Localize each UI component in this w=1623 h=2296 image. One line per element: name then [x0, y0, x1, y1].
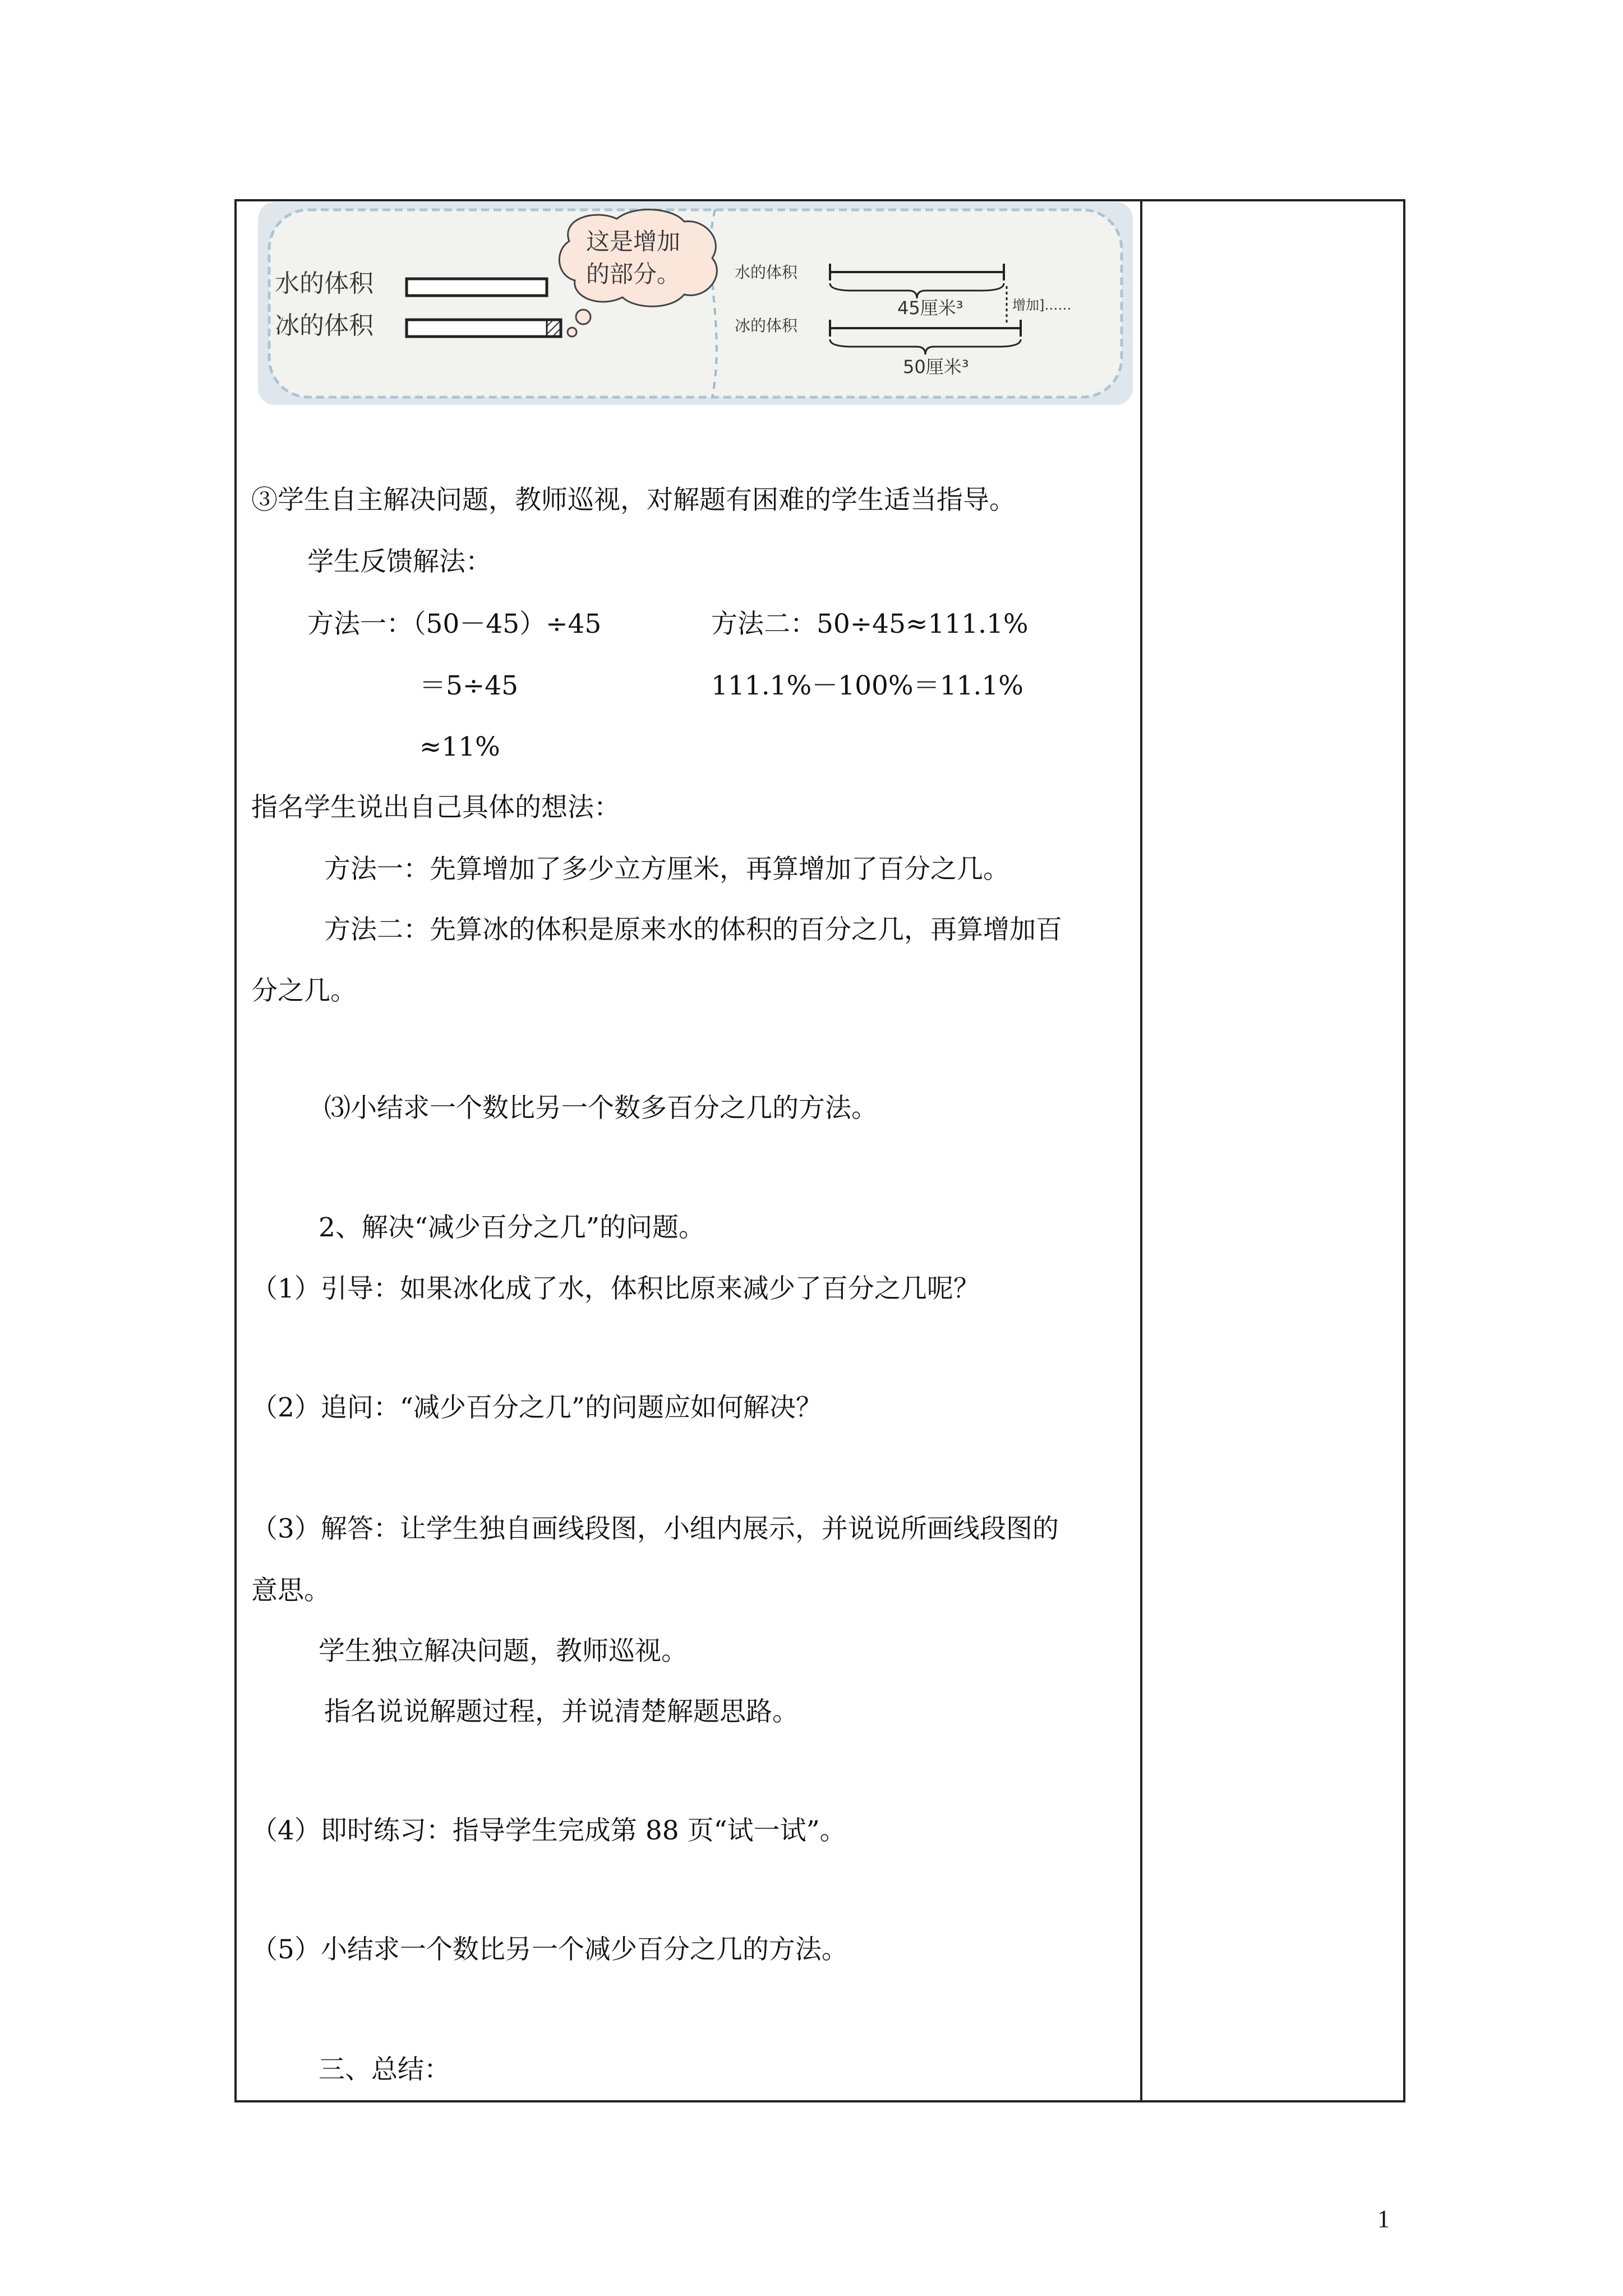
bubble-line-2: 的部分。 — [586, 260, 681, 288]
text-line: 三、总结： — [319, 2054, 450, 2085]
water-measure: 45厘米³ — [897, 297, 963, 319]
fig-right-label-water: 水的体积 — [735, 263, 798, 282]
segment-diagram — [258, 202, 1133, 405]
ice-measure: 50厘米³ — [903, 356, 969, 378]
text-line: （4）即时练习：指导学生完成第 88 页“试一试”。 — [251, 1815, 846, 1846]
text-line: 2、解决“减少百分之几”的问题。 — [319, 1212, 705, 1243]
fig-right-label-ice: 冰的体积 — [735, 316, 798, 335]
text-line: 意思。 — [251, 1575, 330, 1606]
page-number: 1 — [1377, 2205, 1390, 2233]
text-line: ⑶小结求一个数比另一个数多百分之几的方法。 — [324, 1093, 878, 1124]
table-column-divider — [1140, 199, 1142, 2102]
text-line: 方法二：先算冰的体积是原来水的体积的百分之几，再算增加百 — [324, 914, 1062, 945]
text-line: 指名学生说出自己具体的想法： — [251, 792, 620, 823]
ice-bar — [407, 320, 561, 337]
text-line: 方法一：先算增加了多少立方厘米，再算增加了百分之几。 — [324, 854, 1009, 885]
text-line: 111.1%－100%＝11.1% — [711, 670, 1023, 701]
text-line: 方法二：50÷45≈111.1% — [711, 609, 1029, 639]
fig-left-label-ice: 冰的体积 — [275, 311, 374, 340]
text-line: 方法一：（50－45）÷45 — [307, 609, 602, 639]
textbook-figure — [258, 202, 1133, 405]
text-line: （3）解答：让学生独自画线段图，小组内展示，并说说所画线段图的 — [251, 1513, 1059, 1544]
text-line: ③学生自主解决问题，教师巡视，对解题有困难的学生适当指导。 — [251, 485, 1016, 516]
text-line: 分之几。 — [251, 976, 357, 1006]
water-bar — [407, 279, 547, 296]
text-line: 学生反馈解法： — [307, 546, 492, 577]
text-line: 学生独立解决问题，教师巡视。 — [319, 1636, 688, 1667]
text-line: ≈11% — [419, 731, 500, 762]
text-line: （1）引导：如果冰化成了水，体积比原来减少了百分之几呢？ — [251, 1273, 980, 1304]
text-line: ＝5÷45 — [419, 670, 519, 701]
increase-note: 增加]…… — [1012, 297, 1072, 313]
increase-hatch — [547, 320, 561, 337]
bubble-line-1: 这是增加 — [586, 228, 681, 255]
text-line: （5）小结求一个数比另一个减少百分之几的方法。 — [251, 1934, 848, 1965]
text-line: （2）追问：“减少百分之几”的问题应如何解决？ — [251, 1392, 822, 1423]
fig-left-label-water: 水的体积 — [275, 269, 374, 298]
text-line: 指名说说解题过程，并说清楚解题思路。 — [324, 1696, 799, 1727]
